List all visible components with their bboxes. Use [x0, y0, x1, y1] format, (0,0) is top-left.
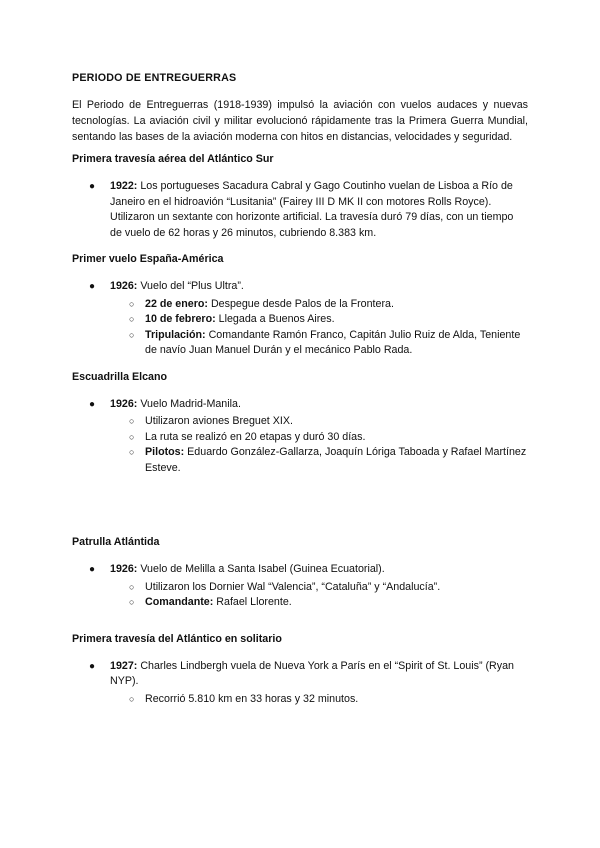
circle-bullet-icon: ○: [129, 581, 135, 592]
item-year: 1927:: [110, 659, 138, 672]
section-heading: Patrulla Atlántida: [72, 536, 160, 548]
intro-paragraph: El Periodo de Entreguerras (1918-1939) impulsó la aviación con vuelos audaces y nuevas tecnologías. La aviación civil y militar evolucionó rápidamente tras la Primera Guerra Mundial, sentando las bases de la aviación moderna con hitos en distancias, velocidades y seguridad.: [72, 99, 528, 143]
sub-item-label: Comandante:: [145, 596, 214, 608]
list-item: [72, 562, 528, 578]
sub-item-label: 22 de enero:: [145, 297, 208, 310]
item-text: Los portugueses Sacadura Cabral y Gago Coutinho vuelan de Lisboa a Río de Janeiro en el hidroavión “Lusitania” (Fairey III D MK II con motores Rolls Royce). Utilizaron un sextante con horizonte artificial. La travesía duró 79 días, con un tiempo de vuelo de 62 horas y 26 minutos, cubriendo 8.383 km.: [110, 180, 514, 239]
sub-item-text: Llegada a Buenos Aires.: [218, 313, 335, 325]
item-text: Vuelo Madrid-Manila.: [140, 397, 241, 410]
section-atlantico-sur: [72, 153, 528, 241]
bullet-icon: ●: [89, 398, 96, 410]
circle-bullet-icon: ○: [129, 431, 135, 442]
item-text: Vuelo de Melilla a Santa Isabel (Guinea Ecuatorial).: [140, 563, 385, 575]
sub-item-text: Utilizaron los Dornier Wal “Valencia”, “Cataluña” y “Andalucía”.: [145, 580, 441, 593]
circle-bullet-icon: ○: [129, 329, 135, 340]
item-text: Vuelo del “Plus Ultra”.: [140, 280, 244, 292]
item-year: 1926:: [110, 397, 138, 410]
sub-item-text: Despegue desde Palos de la Frontera.: [210, 297, 394, 310]
sub-list-item: [72, 297, 528, 313]
circle-bullet-icon: ○: [129, 416, 135, 426]
bullet-icon: ●: [89, 181, 96, 192]
list-item: [72, 659, 528, 690]
sub-list-item: [72, 414, 528, 430]
circle-bullet-icon: ○: [129, 597, 135, 607]
section-espana-america: [72, 253, 528, 359]
blank-space: [72, 488, 528, 536]
item-year: 1926:: [110, 280, 138, 292]
sub-item-label: 10 de febrero:: [145, 313, 216, 325]
blank-space: [72, 623, 528, 633]
circle-bullet-icon: ○: [129, 314, 135, 324]
section-atlantico-solitario: [72, 633, 528, 708]
section-heading: Escuadrilla Elcano: [72, 370, 168, 383]
list-item: [72, 397, 528, 413]
sub-list-item: [72, 692, 528, 708]
document-page: [72, 72, 528, 719]
sub-item-text: Recorrió 5.810 km en 33 horas y 32 minutos.: [145, 692, 359, 705]
sub-list-item: [72, 430, 528, 446]
circle-bullet-icon: ○: [129, 447, 135, 457]
list-item: [72, 279, 528, 295]
sub-list-item: [72, 312, 528, 328]
bullet-icon: ●: [89, 281, 96, 292]
sub-item-label: Tripulación:: [145, 328, 206, 341]
sub-item-text: Rafael Llorente.: [216, 596, 292, 608]
item-year: 1922:: [110, 180, 138, 192]
section-escuadrilla-elcano: [72, 371, 528, 477]
sub-item-text: La ruta se realizó en 20 etapas y duró 30 días.: [145, 430, 366, 443]
sub-list-item: [72, 595, 528, 611]
document-title: PERIODO DE ENTREGUERRAS: [72, 72, 237, 84]
circle-bullet-icon: ○: [129, 693, 135, 704]
section-heading: Primer vuelo España-América: [72, 253, 224, 265]
sub-list-item: [72, 328, 528, 359]
sub-item-label: Pilotos:: [145, 446, 185, 458]
sub-item-text: Comandante Ramón Franco, Capitán Julio Ruiz de Alda, Teniente de navío Juan Manuel Durán y el mecánico Pablo Rada.: [145, 328, 521, 356]
item-text: Charles Lindbergh vuela de Nueva York a París en el “Spirit of St. Louis” (Ryan NYP).: [110, 659, 514, 687]
item-year: 1926:: [110, 563, 138, 575]
section-patrulla-atlantida: [72, 536, 528, 611]
bullet-icon: ●: [89, 564, 96, 575]
bullet-icon: ●: [89, 660, 96, 672]
list-item: [72, 179, 528, 241]
section-heading: Primera travesía aérea del Atlántico Sur: [72, 153, 274, 165]
sub-item-text: Eduardo González-Gallarza, Joaquín Lóriga Taboada y Rafael Martínez Esteve.: [145, 446, 527, 474]
section-heading: Primera travesía del Atlántico en solitario: [72, 632, 282, 645]
circle-bullet-icon: ○: [129, 298, 135, 309]
sub-list-item: [72, 445, 528, 476]
sub-list-item: [72, 580, 528, 596]
sub-item-text: Utilizaron aviones Breguet XIX.: [145, 415, 293, 427]
